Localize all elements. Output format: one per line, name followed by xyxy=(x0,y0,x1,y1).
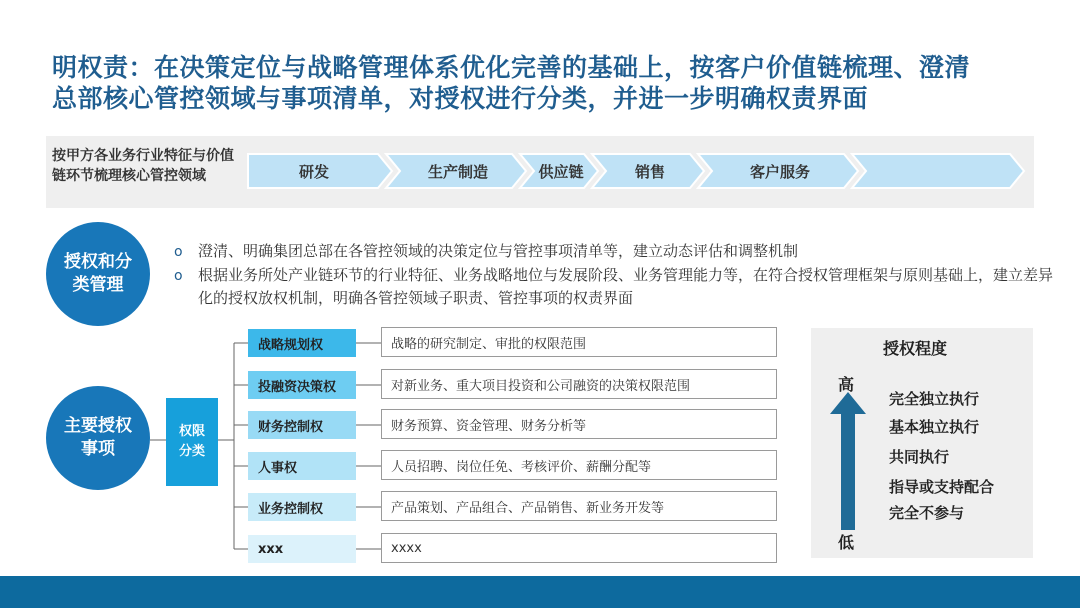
permission-category: 投融资决策权 xyxy=(248,371,356,399)
value-chain-step-label: 生产制造 xyxy=(427,163,489,181)
page-title-line-2: 总部核心管控领域与事项清单，对授权进行分类，并进一步明确权责界面 xyxy=(52,84,869,113)
permission-category: 人事权 xyxy=(248,452,356,480)
permission-description: 财务预算、资金管理、财务分析等 xyxy=(381,409,777,439)
degree-level: 完全不参与 xyxy=(889,504,965,522)
bullet-item xyxy=(174,264,1054,310)
bullet-text: 根据业务所处产业链环节的行业特征、业务战略地位与发展阶段、业务管理能力等，在符合授权管理框架与原则基础上，建立差异化的授权放权机制，明确各管控领域子职责、管控事项的权责界面 xyxy=(198,266,1054,307)
permission-category: 财务控制权 xyxy=(248,411,356,439)
authorization-bullet-list xyxy=(174,240,1054,311)
bullet-text: 澄清、明确集团总部在各管控领域的决策定位与管控事项清单等，建立动态评估和调整机制 xyxy=(198,242,799,260)
permission-description: 产品策划、产品组合、产品销售、新业务开发等 xyxy=(381,491,777,521)
authorization-degree-title: 授权程度 xyxy=(883,339,948,358)
bullet-item xyxy=(174,240,1054,263)
bullet-marker: o xyxy=(174,244,183,260)
permission-description: xxxx xyxy=(381,533,777,563)
degree-level: 共同执行 xyxy=(889,448,950,466)
permission-category-box xyxy=(166,398,218,486)
permission-category: xxx xyxy=(248,535,356,563)
value-chain-step-label: 客户服务 xyxy=(749,163,811,181)
value-chain-step-label: 销售 xyxy=(634,163,666,181)
permission-category-label: 权限分类 xyxy=(178,424,205,459)
permission-description: 战略的研究制定、审批的权限范围 xyxy=(381,327,777,357)
footer-bar xyxy=(0,576,1080,608)
permission-description: 人员招聘、岗位任免、考核评价、薪酬分配等 xyxy=(381,450,777,480)
value-chain-step xyxy=(852,154,1024,188)
bullet-marker: o xyxy=(174,268,183,284)
page-title-line-1: 明权责：在决策定位与战略管理体系优化完善的基础上，按客户价值链梳理、澄清 xyxy=(52,53,971,82)
page-number xyxy=(984,580,1000,592)
degree-level: 完全独立执行 xyxy=(889,390,980,408)
degree-high-label: 高 xyxy=(838,375,855,394)
permission-category: 业务控制权 xyxy=(248,493,356,521)
value-chain-step-label: 研发 xyxy=(298,163,330,181)
degree-level: 基本独立执行 xyxy=(889,418,980,436)
up-arrow-icon xyxy=(828,392,868,530)
permission-description: 对新业务、重大项目投资和公司融资的决策权限范围 xyxy=(381,369,777,399)
authorization-circle-label: 授权和分类管理 xyxy=(64,252,132,295)
main-items-circle-label: 主要授权事项 xyxy=(64,416,132,459)
degree-low-label: 低 xyxy=(838,533,855,552)
value-chain-label: 按甲方各业务行业特征与价值链环节梳理核心管控领域 xyxy=(52,148,234,184)
permission-category: 战略规划权 xyxy=(248,329,356,357)
degree-level: 指导或支持配合 xyxy=(889,478,995,496)
value-chain-step-label: 供应链 xyxy=(538,163,584,181)
authorization-circle xyxy=(46,222,150,326)
main-items-circle xyxy=(46,386,150,490)
